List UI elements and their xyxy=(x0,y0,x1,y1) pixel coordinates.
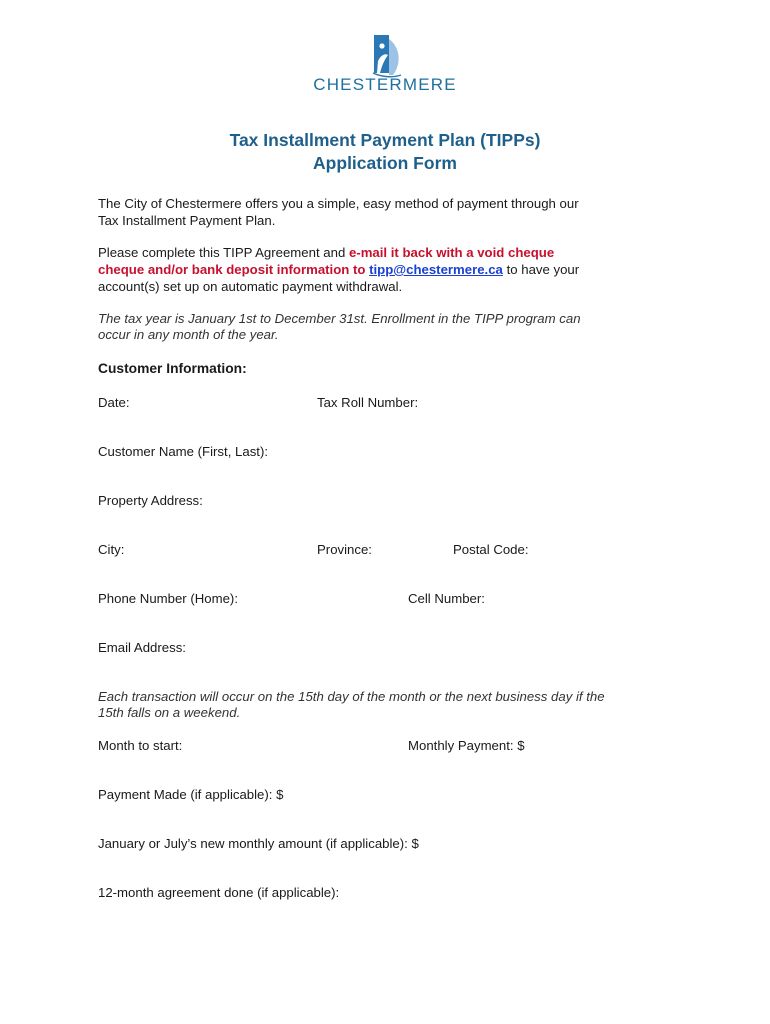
chestermere-logo-icon xyxy=(369,33,403,79)
cell-number-label: Cell Number: xyxy=(408,591,485,606)
instructions-text: Please complete this TIPP Agreement and xyxy=(98,245,349,260)
instructions-bank-emphasis: cheque and/or bank deposit information to xyxy=(98,262,370,277)
postal-code-label: Postal Code: xyxy=(453,542,529,557)
transaction-note-line-2: 15th falls on a weekend. xyxy=(98,705,241,720)
instructions-line-2 xyxy=(98,262,579,279)
email-link[interactable]: tipp@chestermere.ca xyxy=(369,262,503,277)
payment-made-label: Payment Made (if applicable): $ xyxy=(98,787,284,802)
phone-home-label: Phone Number (Home): xyxy=(98,591,238,606)
intro-line-1: The City of Chestermere offers you a simple, easy method of payment through our xyxy=(98,196,579,211)
province-label: Province: xyxy=(317,542,372,557)
customer-info-heading: Customer Information: xyxy=(98,361,247,376)
form-title: Tax Installment Payment Plan (TIPPs) xyxy=(229,130,541,150)
tax-year-note-line-2: occur in any month of the year. xyxy=(98,327,279,342)
form-subtitle: Application Form xyxy=(313,153,457,173)
transaction-note-line-1: Each transaction will occur on the 15th day of the month or the next business day if the xyxy=(98,689,605,704)
instructions-line-1 xyxy=(98,245,554,262)
city-label: City: xyxy=(98,542,125,557)
chestermere-logo-text: CHESTERMERE xyxy=(313,75,457,94)
tax-roll-number-label: Tax Roll Number: xyxy=(317,395,419,410)
instructions-continuation: to have your xyxy=(502,262,580,277)
date-label: Date: xyxy=(98,395,130,410)
month-to-start-label: Month to start: xyxy=(98,738,183,753)
agreement-done-label: 12-month agreement done (if applicable): xyxy=(98,885,340,900)
property-address-label: Property Address: xyxy=(98,493,203,508)
instructions-email-emphasis: e-mail it back with a void cheque xyxy=(348,245,555,260)
email-address-label: Email Address: xyxy=(98,640,186,655)
tax-year-note-line-1: The tax year is January 1st to December 31st. Enrollment in the TIPP program can xyxy=(98,311,581,326)
instructions-line-3: account(s) set up on automatic payment withdrawal. xyxy=(98,279,403,294)
monthly-payment-label: Monthly Payment: $ xyxy=(408,738,525,753)
customer-name-label: Customer Name (First, Last): xyxy=(98,444,269,459)
intro-line-2: Tax Installment Payment Plan. xyxy=(98,213,276,228)
new-monthly-amount-label: January or July’s new monthly amount (if applicable): $ xyxy=(98,836,419,851)
